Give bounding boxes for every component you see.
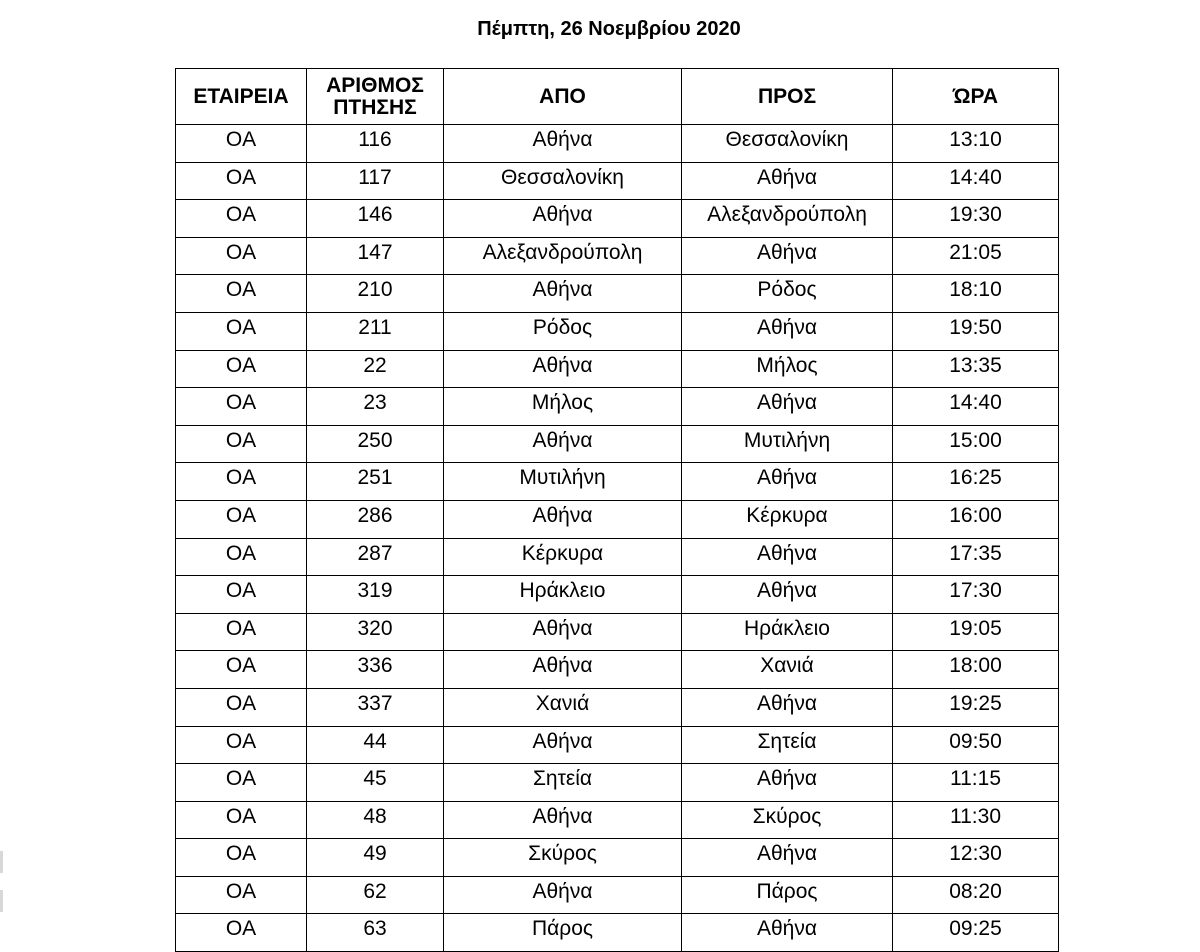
cell-to: Αλεξανδρούπολη xyxy=(682,200,893,238)
cell-flight-number: 337 xyxy=(307,688,444,726)
cell-time: 13:35 xyxy=(893,350,1059,388)
cell-time: 21:05 xyxy=(893,237,1059,275)
cell-airline: OA xyxy=(176,876,307,914)
table-row xyxy=(176,312,1059,350)
table-row xyxy=(176,500,1059,538)
cell-from: Ρόδος xyxy=(444,312,682,350)
table-row xyxy=(176,200,1059,238)
cell-flight-number: 49 xyxy=(307,839,444,877)
cell-flight-number: 286 xyxy=(307,500,444,538)
header-flight-number-line2: ΠΤΗΣΗΣ xyxy=(333,95,417,119)
cell-flight-number: 250 xyxy=(307,425,444,463)
cell-from: Αθήνα xyxy=(444,200,682,238)
cell-from: Αθήνα xyxy=(444,350,682,388)
table-row xyxy=(176,350,1059,388)
cell-flight-number: 116 xyxy=(307,125,444,163)
cell-airline: OA xyxy=(176,312,307,350)
cell-time: 14:40 xyxy=(893,388,1059,426)
cell-flight-number: 287 xyxy=(307,538,444,576)
table-row xyxy=(176,914,1059,952)
cell-airline: OA xyxy=(176,576,307,614)
cell-airline: OA xyxy=(176,350,307,388)
cell-to: Αθήνα xyxy=(682,312,893,350)
table-body xyxy=(176,125,1059,952)
cell-time: 15:00 xyxy=(893,425,1059,463)
cell-time: 16:00 xyxy=(893,500,1059,538)
table-row xyxy=(176,425,1059,463)
cell-flight-number: 146 xyxy=(307,200,444,238)
cell-to: Χανιά xyxy=(682,651,893,689)
cell-time: 11:15 xyxy=(893,764,1059,802)
cell-time: 19:25 xyxy=(893,688,1059,726)
cell-flight-number: 22 xyxy=(307,350,444,388)
table-row xyxy=(176,237,1059,275)
cell-time: 14:40 xyxy=(893,162,1059,200)
cell-from: Αθήνα xyxy=(444,500,682,538)
cell-to: Αθήνα xyxy=(682,388,893,426)
cell-airline: OA xyxy=(176,839,307,877)
cell-to: Αθήνα xyxy=(682,914,893,952)
cell-from: Πάρος xyxy=(444,914,682,952)
cell-airline: OA xyxy=(176,200,307,238)
cell-from: Κέρκυρα xyxy=(444,538,682,576)
header-airline: ΕΤΑΙΡΕΙΑ xyxy=(176,69,307,125)
cell-from: Αθήνα xyxy=(444,801,682,839)
cell-to: Σητεία xyxy=(682,726,893,764)
cell-airline: OA xyxy=(176,275,307,313)
cell-time: 19:05 xyxy=(893,613,1059,651)
table-row xyxy=(176,876,1059,914)
cell-to: Μυτιλήνη xyxy=(682,425,893,463)
cell-airline: OA xyxy=(176,538,307,576)
cell-to: Ηράκλειο xyxy=(682,613,893,651)
table-row xyxy=(176,688,1059,726)
cell-from: Μήλος xyxy=(444,388,682,426)
page-title: Πέμπτη, 26 Νοεμβρίου 2020 xyxy=(477,18,741,40)
cell-flight-number: 147 xyxy=(307,237,444,275)
table-row xyxy=(176,801,1059,839)
cell-from: Αθήνα xyxy=(444,876,682,914)
cell-from: Σκύρος xyxy=(444,839,682,877)
table-row xyxy=(176,613,1059,651)
cell-time: 17:30 xyxy=(893,576,1059,614)
cell-to: Θεσσαλονίκη xyxy=(682,125,893,163)
cell-flight-number: 320 xyxy=(307,613,444,651)
cell-flight-number: 23 xyxy=(307,388,444,426)
cell-to: Πάρος xyxy=(682,876,893,914)
cell-from: Μυτιλήνη xyxy=(444,463,682,501)
cell-from: Αθήνα xyxy=(444,425,682,463)
cell-flight-number: 211 xyxy=(307,312,444,350)
cell-to: Αθήνα xyxy=(682,538,893,576)
cell-flight-number: 44 xyxy=(307,726,444,764)
cell-flight-number: 48 xyxy=(307,801,444,839)
cell-to: Αθήνα xyxy=(682,839,893,877)
cell-from: Σητεία xyxy=(444,764,682,802)
header-flight-number-line1: ΑΡΙΘΜΟΣ xyxy=(326,73,424,97)
cell-airline: OA xyxy=(176,388,307,426)
cell-from: Αθήνα xyxy=(444,125,682,163)
cell-to: Μήλος xyxy=(682,350,893,388)
table-row xyxy=(176,388,1059,426)
table-header xyxy=(176,69,1059,125)
cell-from: Αθήνα xyxy=(444,613,682,651)
flight-schedule-table xyxy=(175,68,1059,952)
cell-flight-number: 63 xyxy=(307,914,444,952)
cell-time: 19:50 xyxy=(893,312,1059,350)
cell-airline: OA xyxy=(176,500,307,538)
table-row xyxy=(176,764,1059,802)
cell-flight-number: 251 xyxy=(307,463,444,501)
table-row xyxy=(176,839,1059,877)
page-edge-mark xyxy=(0,851,3,873)
header-to: ΠΡΟΣ xyxy=(682,69,893,125)
cell-flight-number: 117 xyxy=(307,162,444,200)
table-row xyxy=(176,463,1059,501)
cell-airline: OA xyxy=(176,613,307,651)
cell-to: Αθήνα xyxy=(682,764,893,802)
cell-to: Αθήνα xyxy=(682,576,893,614)
cell-airline: OA xyxy=(176,237,307,275)
cell-time: 09:50 xyxy=(893,726,1059,764)
cell-to: Αθήνα xyxy=(682,237,893,275)
header-flight-number xyxy=(307,69,444,125)
cell-flight-number: 45 xyxy=(307,764,444,802)
cell-airline: OA xyxy=(176,162,307,200)
cell-flight-number: 319 xyxy=(307,576,444,614)
cell-time: 12:30 xyxy=(893,839,1059,877)
cell-to: Αθήνα xyxy=(682,162,893,200)
cell-time: 11:30 xyxy=(893,801,1059,839)
header-time: ΏΡΑ xyxy=(893,69,1059,125)
cell-time: 08:20 xyxy=(893,876,1059,914)
cell-from: Αθήνα xyxy=(444,651,682,689)
cell-airline: OA xyxy=(176,764,307,802)
cell-to: Αθήνα xyxy=(682,688,893,726)
cell-time: 18:10 xyxy=(893,275,1059,313)
cell-airline: OA xyxy=(176,463,307,501)
cell-to: Σκύρος xyxy=(682,801,893,839)
table-row xyxy=(176,538,1059,576)
cell-airline: OA xyxy=(176,651,307,689)
cell-time: 13:10 xyxy=(893,125,1059,163)
cell-flight-number: 210 xyxy=(307,275,444,313)
cell-time: 16:25 xyxy=(893,463,1059,501)
cell-to: Ρόδος xyxy=(682,275,893,313)
cell-from: Αλεξανδρούπολη xyxy=(444,237,682,275)
cell-from: Χανιά xyxy=(444,688,682,726)
cell-airline: OA xyxy=(176,726,307,764)
cell-time: 09:25 xyxy=(893,914,1059,952)
cell-airline: OA xyxy=(176,914,307,952)
page-edge-mark xyxy=(0,890,3,912)
cell-airline: OA xyxy=(176,125,307,163)
table-row xyxy=(176,162,1059,200)
cell-from: Αθήνα xyxy=(444,275,682,313)
cell-airline: OA xyxy=(176,425,307,463)
cell-from: Αθήνα xyxy=(444,726,682,764)
cell-time: 19:30 xyxy=(893,200,1059,238)
cell-flight-number: 62 xyxy=(307,876,444,914)
cell-to: Αθήνα xyxy=(682,463,893,501)
table-row xyxy=(176,651,1059,689)
cell-from: Θεσσαλονίκη xyxy=(444,162,682,200)
table-row xyxy=(176,125,1059,163)
cell-time: 18:00 xyxy=(893,651,1059,689)
cell-airline: OA xyxy=(176,688,307,726)
cell-to: Κέρκυρα xyxy=(682,500,893,538)
cell-from: Ηράκλειο xyxy=(444,576,682,614)
table-row xyxy=(176,576,1059,614)
cell-flight-number: 336 xyxy=(307,651,444,689)
header-row xyxy=(176,69,1059,125)
header-from: ΑΠΟ xyxy=(444,69,682,125)
table-row xyxy=(176,275,1059,313)
cell-time: 17:35 xyxy=(893,538,1059,576)
cell-airline: OA xyxy=(176,801,307,839)
table-row xyxy=(176,726,1059,764)
